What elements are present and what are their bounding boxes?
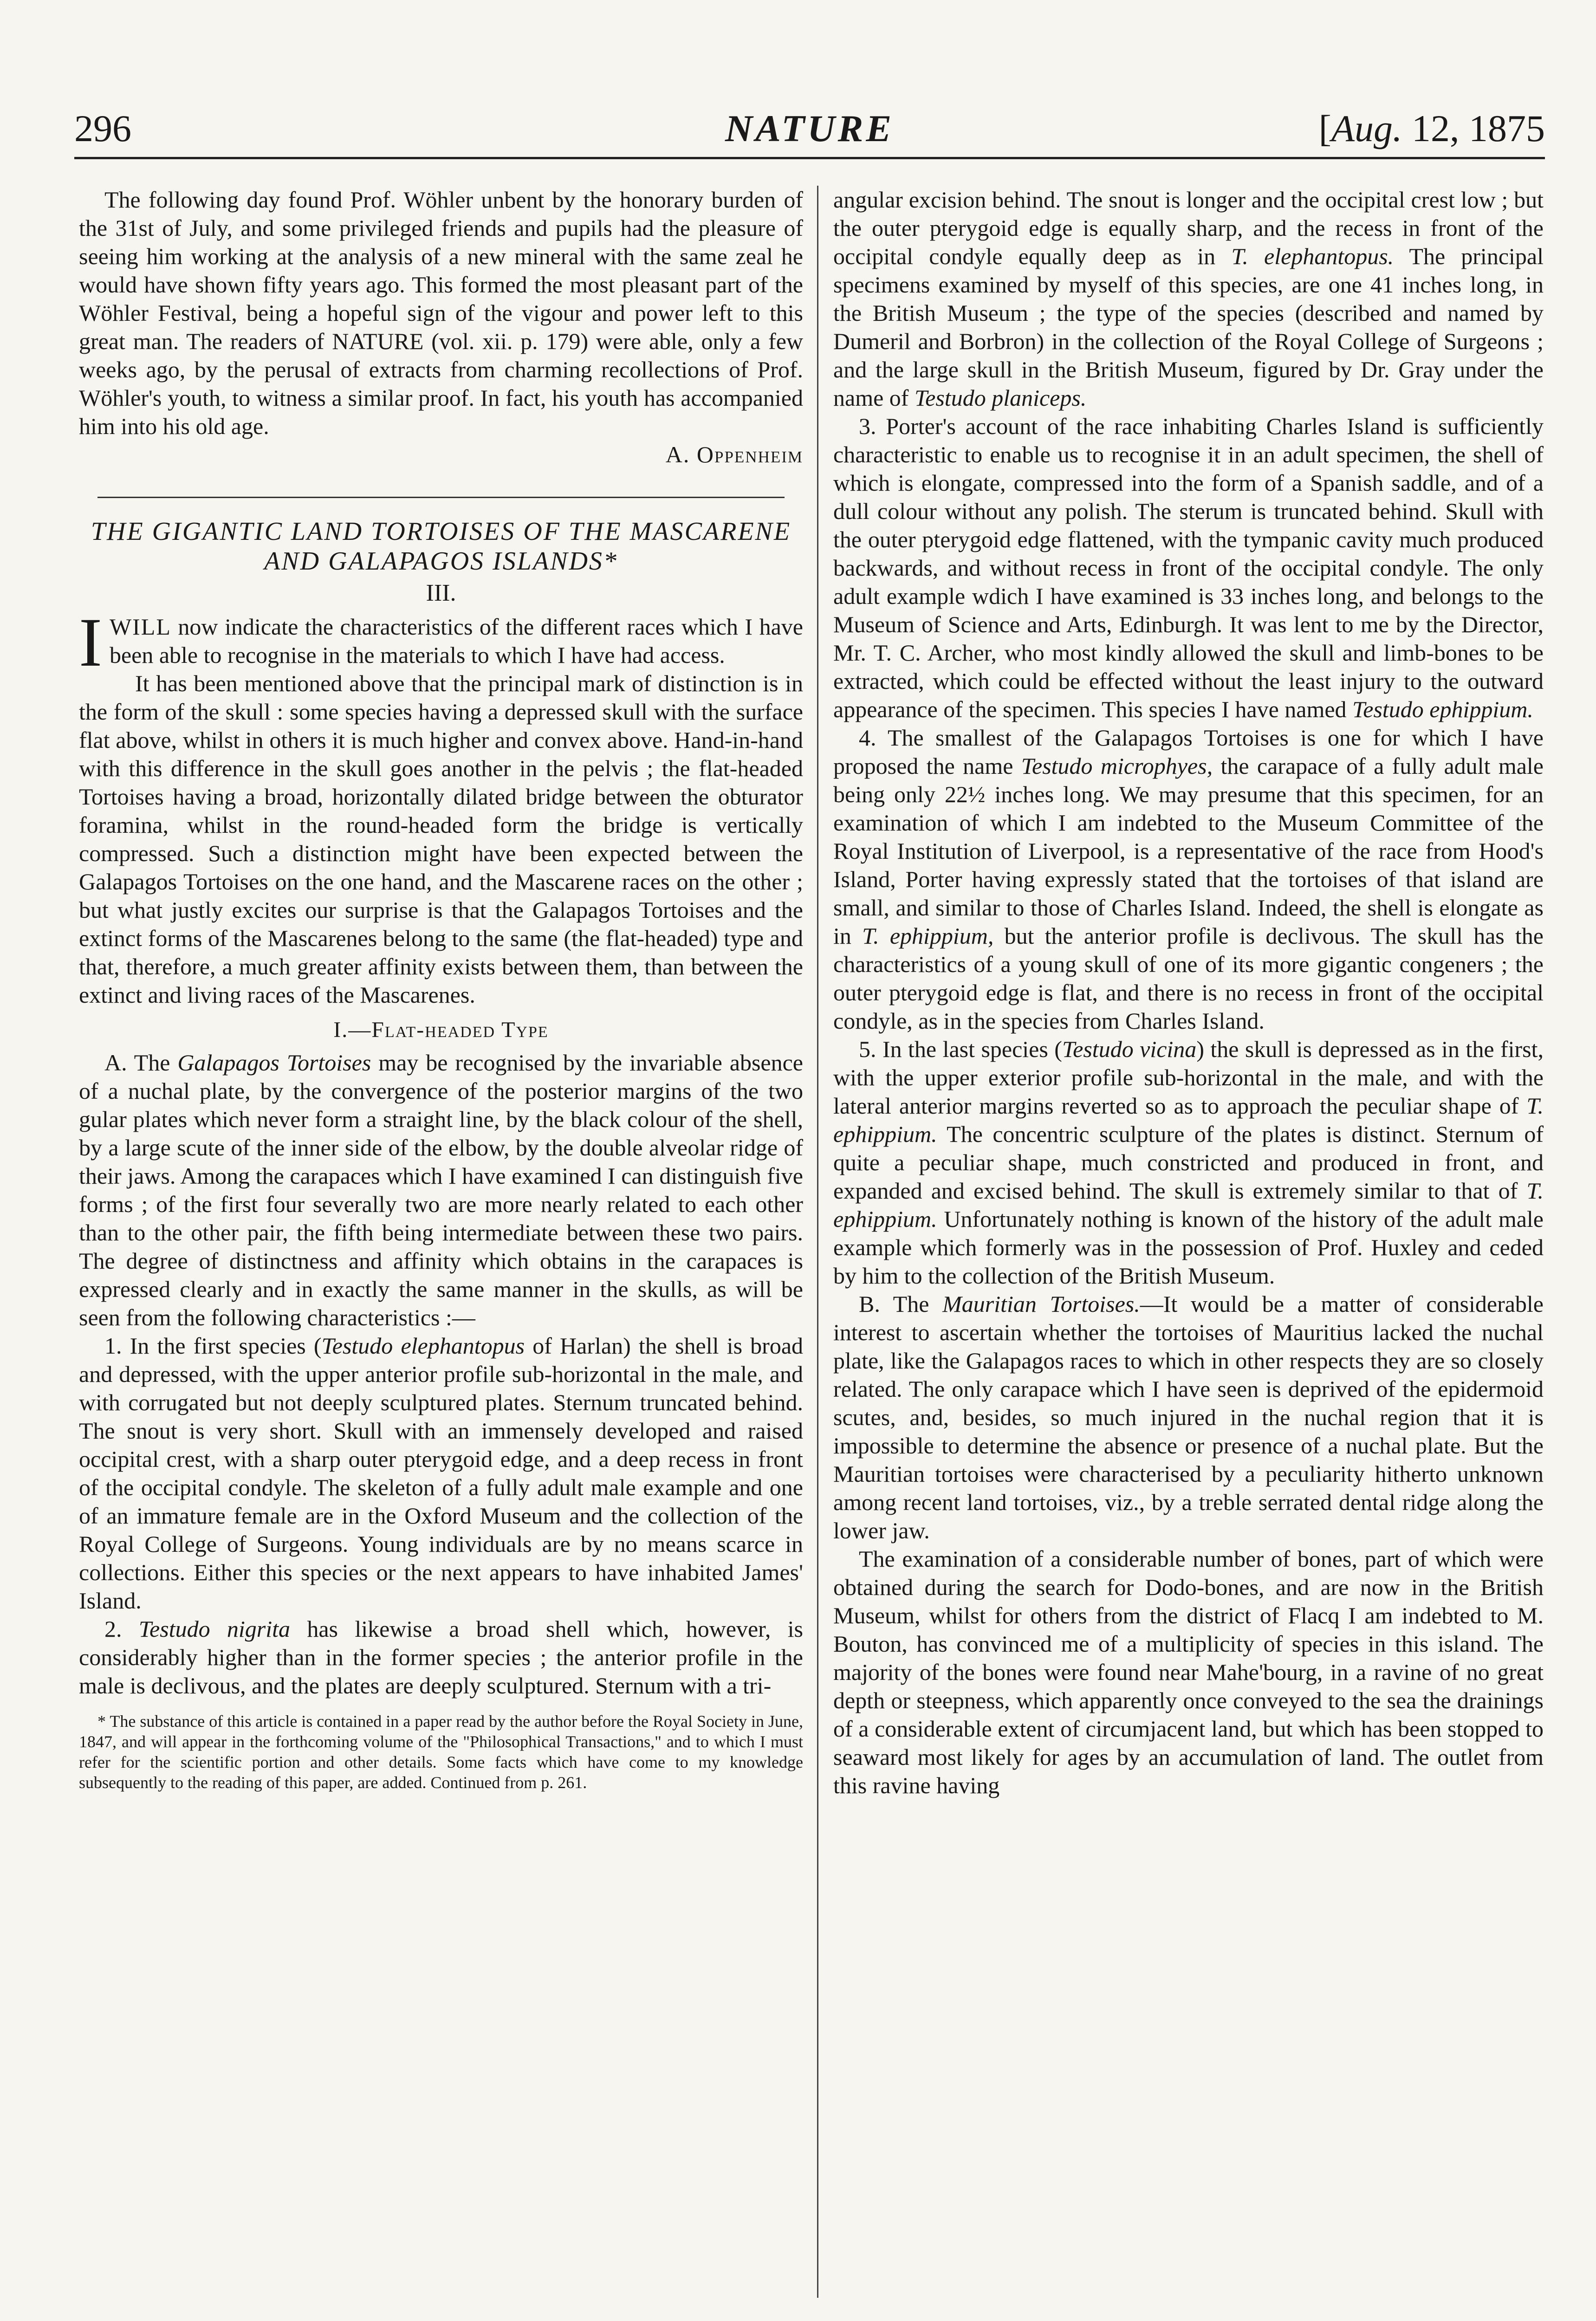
issue-date-open: [ — [1318, 107, 1331, 149]
text-span: A. The — [104, 1050, 178, 1076]
text-span: angular excision behind. The snout is longer and the occipital crest low ; but the outer pterygoid edge is equally sharp, and the recess in front of the occipital condyle equally deep as in — [833, 187, 1544, 269]
italic-span: T. ephippium. — [833, 1178, 1544, 1232]
text-span: the carapace of a fully adult male being only 22½ inches long. We may presume that this specimen, for an examination of which I am indebted to the Museum Committee of the Royal Institution of Liverpool, is a representative of the race from Hood's Island, Porter having expressly stated that the tortoises of that island are small, and similar to those of Charles Island. Indeed, the shell is elongate as in — [833, 753, 1544, 949]
text-span: The concentric sculpture of the plates is distinct. Sternum of quite a peculiar shape, much constricted and produced in front, and expanded and excised behind. The skull is extremely similar to that of — [833, 1121, 1544, 1204]
text-span: 1. In the first species ( — [104, 1333, 322, 1359]
column-divider — [817, 186, 818, 2298]
text-span: The principal specimens examined by myself of this species, are one 41 inches long, in the British Museum ; the type of the species (described and named by Dumeril and Borbron) in the collection of the Royal College of Surgeons ; and the large skull in the British Museum, figured by Dr. Gray under the name of — [833, 243, 1544, 411]
italic-span: Testudo elephantopus — [321, 1333, 525, 1359]
text-span: 2. — [104, 1616, 139, 1642]
page-number: 296 — [74, 107, 131, 149]
issue-date — [1319, 107, 1545, 150]
species-1-paragraph — [79, 1332, 803, 1615]
continuation-paragraph — [833, 186, 1544, 412]
right-column — [833, 186, 1544, 1800]
footnote: * The substance of this article is contained in a paper read by the author before the Royal Society in June, 1847, and will appear in the forthcoming volume of the "Philosophical Transactions," and to which I must refer for the scientific portion and other details. Some facts which have come to my knowledge subsequently to the reading of this paper, are added. Continued from p. 261. — [79, 1712, 803, 1792]
skull-paragraph: It has been mentioned above that the principal mark of distinction is in the form of the skull : some species having a depressed skull with the surface flat above, whilst in others it is much higher and convex above. Hand-in-hand with this difference in the skull goes another in the pelvis ; the flat-headed Tortoises having a broad, horizontally dilated bridge between the obturator foramina, whilst in the round-headed form the bridge is vertically compressed. Such a distinction might have been expected between the Galapagos Tortoises on the one hand, and the Mascarene races on the other ; but what justly excites our surprise is that the Galapagos Tortoises and the extinct forms of the Mascarenes belong to the same (the flat-headed) type and that, therefore, a much greater affinity exists between them, than between the extinct and living races of the Mascarenes. — [79, 670, 803, 1008]
header-rule — [74, 157, 1545, 159]
italic-span: T. elephantopus. — [1231, 243, 1394, 269]
text-span: B. The — [859, 1291, 943, 1317]
mauritian-paragraph — [833, 1290, 1544, 1545]
journal-title: NATURE — [725, 107, 895, 149]
issue-date-rest: 12, 1875 — [1402, 107, 1545, 149]
text-span: 4. The smallest of the Galapagos Tortoises is one for which I have proposed the name — [833, 725, 1544, 779]
text-span: 3. Porter's account of the race inhabiting Charles Island is sufficiently characteristic to enable us to recognise it in an adult specimen, the shell of which is elongate, compressed into the form of a Spanish saddle, and of a dull colour without any polish. The sterum is truncated behind. Skull with the outer pterygoid edge flattened, with the tympanic cavity much produced backwards, and without recess in front of the occipital condyle. The only adult example wdich I have examined is 33 inches long, and belongs to the Museum of Science and Arts, Edinburgh. It was lent to me by the Director, Mr. T. C. Archer, who most kindly allowed the skull and limb-bones to be extracted, which could be effected without the least injury to the outward appearance of the specimen. This species I have named — [833, 413, 1544, 722]
text-span: Unfortunately nothing is known of the history of the adult male example which formerly was in the possession of Prof. Huxley and ceded by him to the collection of the British Museum. — [833, 1206, 1544, 1289]
text-span: ) the skull is depressed as in the first, with the upper exterior profile sub-horizontal in the male, and with the lateral anterior margins reverted so as to approach the peculiar shape of — [833, 1036, 1544, 1119]
intro-lead: WILL — [109, 614, 171, 640]
italic-span: Testudo microphyes, — [1021, 753, 1213, 779]
italic-span: Galapagos Tortoises — [177, 1050, 371, 1076]
left-column — [79, 186, 803, 1793]
text-span: 5. In the last species ( — [859, 1036, 1062, 1062]
italic-span: Testudo vicina — [1062, 1036, 1197, 1062]
text-span: —It would be a matter of considerable interest to ascertain whether the tortoises of Mauritius lacked the nuchal plate, like the Galapagos races to which in other respects they are so closely related. The only carapace which I have seen is deprived of the epidermoid scutes, and, besides, so much injured in the nuchal region that it is impossible to determine the absence or presence of a nuchal plate. But the Mauritian tortoises were characterised by a peculiarity hitherto unknown among recent land tortoises, viz., by a treble serrated dental ridge along the lower jaw. — [833, 1291, 1544, 1543]
italic-span: T. ephippium. — [833, 1093, 1544, 1147]
intro-text: now indicate the characteristics of the different races which I have been able to recognise in the materials to which I have had access. — [109, 614, 803, 668]
species-5-paragraph — [833, 1035, 1544, 1290]
drop-cap: I — [79, 604, 102, 681]
text-span: has likewise a broad shell which, however, is considerably higher than in the former species ; the anterior profile in the male is declivous, and the plates are deeply sculptured. Sternum with a tri- — [79, 1616, 804, 1699]
italic-span: Testudo nigrita — [138, 1616, 291, 1642]
italic-span: T. ephippium, — [862, 923, 994, 949]
species-4-paragraph — [833, 724, 1544, 1035]
italic-span: Testudo planiceps. — [914, 385, 1087, 411]
section-heading: I.—Flat-headed Type — [333, 1018, 549, 1042]
signature: A. Oppenheim — [665, 441, 803, 467]
species-2-paragraph — [79, 1615, 803, 1700]
bones-paragraph: The examination of a considerable number of bones, part of which were obtained during the search for Dodo-bones, and are now in the British Museum, whilst for others from the district of Flacq I am indebted to M. Bouton, has convinced me of a multiplicity of species in this island. The majority of the bones were found near Mahe'bourg, in a ravine of no great depth or steepness, which apparently once conveyed to the sea the drainings of a considerable extent of circumjacent land, but which has been stopped to seaward most likely for ages by an accumulation of land. The outlet from this ravine having — [833, 1546, 1544, 1798]
intro-paragraph — [79, 604, 803, 681]
italic-span: Mauritian Tortoises. — [942, 1291, 1140, 1317]
issue-date-month: Aug. — [1331, 107, 1402, 149]
article-separator — [97, 497, 785, 498]
text-span: may be recognised by the invariable absence of a nuchal plate, by the convergence of the posterior margins of the two gular plates which never form a straight line, by the black colour of the shell, by a large scute of the inner side of the elbow, by the double alveolar ridge of their jaws. Among the carapaces which I have examined I can distinguish five forms ; of the first four severally two are more nearly related to each other than to the other pair, the fifth being intermediate between these two pairs. The degree of distinctness and affinity which obtains in the carapaces is expressed clearly and in exactly the same manner in the skulls, as will be seen from the following characteristics :— — [79, 1050, 803, 1330]
article-part: III. — [426, 580, 456, 606]
galapagos-paragraph — [79, 1049, 803, 1332]
text-span: but the anterior profile is declivous. The skull has the characteristics of a young skull of one of its more gigantic congeners ; the outer pterygoid edge is flat, and there is no recess in front of the occipital condyle, as in the species from Charles Island. — [833, 923, 1544, 1034]
wohler-paragraph: The following day found Prof. Wöhler unbent by the honorary burden of the 31st of July, and some privileged friends and pupils had the pleasure of seeing him working at the analysis of a new mineral with the same zeal he would have shown fifty years ago. This formed the most pleasant part of the Wöhler Festival, being a hopeful sign of the vigour and power left to this great man. The readers of NATURE (vol. xii. p. 179) were able, only a few weeks ago, by the perusal of extracts from charming recollections of Prof. Wöhler's youth, to witness a similar proof. In fact, his youth has accompanied him into his old age. — [79, 187, 803, 439]
page-header — [74, 107, 1545, 158]
text-span: of Harlan) the shell is broad and depressed, with the upper anterior profile sub-horizontal in the male, and with corrugated but not deeply sculptured plates. Sternum truncated behind. The snout is very short. Skull with an immensely developed and raised occipital crest, with a sharp outer pterygoid edge, and a deep recess in front of the occipital condyle. The skeleton of a fully adult male example and one of an immature female are in the Oxford Museum and the collection of the Royal College of Surgeons. Young individuals are by no means scarce in collections. Either this species or the next appears to have inhabited James' Island. — [79, 1333, 804, 1614]
italic-span: Testudo ephippium. — [1352, 696, 1533, 722]
species-3-paragraph — [833, 412, 1544, 724]
article-title: THE GIGANTIC LAND TORTOISES OF THE MASCARENE AND GALAPAGOS ISLANDS* — [91, 517, 792, 576]
